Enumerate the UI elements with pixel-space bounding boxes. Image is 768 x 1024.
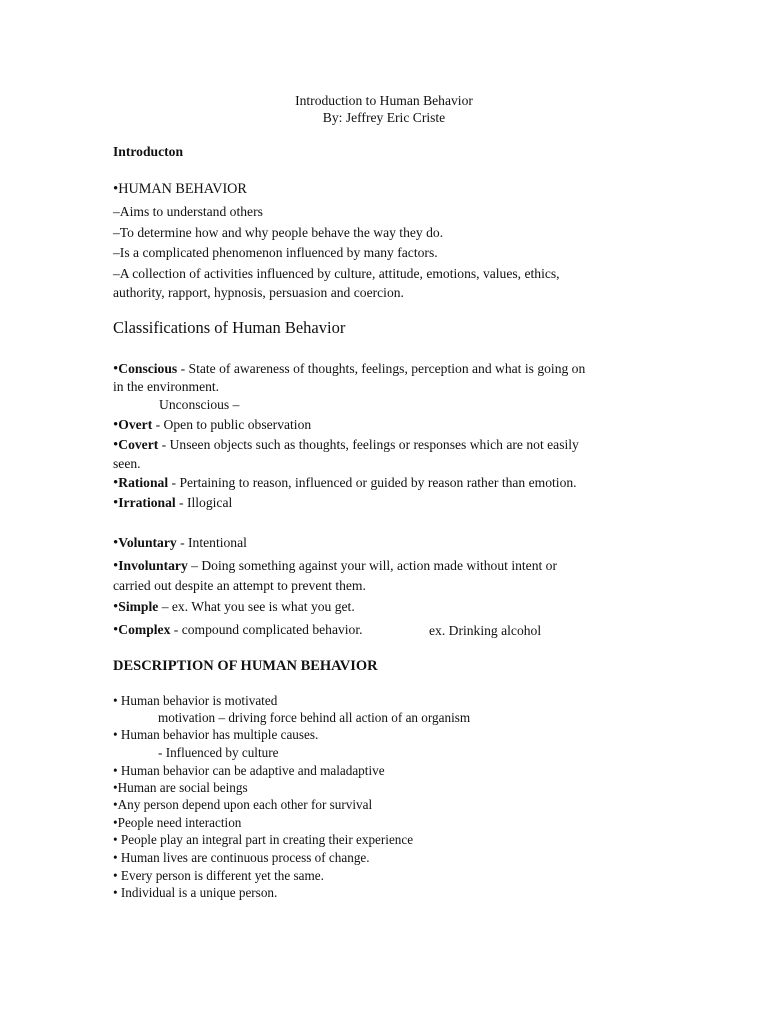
bullet: • [113,622,119,638]
bullet: • [113,535,119,551]
intro-point-continuation: authority, rapport, hypnosis, persuasion and coercion. [113,285,404,300]
classification-term: Complex [118,622,171,637]
classification-item [113,474,577,492]
description-line: •Human are social beings [113,780,248,795]
description-line: •People need interaction [113,815,242,830]
classification-item [113,436,579,454]
classification-term: Overt [118,417,153,432]
bullet: • [113,181,119,197]
bullet: • [113,361,119,377]
classification-desc: - Pertaining to reason, influenced or guided by reason rather than emotion. [168,475,577,490]
classification-item [113,534,247,552]
classification-item [113,557,557,575]
classification-continuation: carried out despite an attempt to prevent them. [113,578,366,593]
classification-desc: - Open to public observation [152,417,312,432]
description-line: • Every person is different yet the same. [113,868,324,883]
intro-point-text: Aims to understand others [119,204,263,219]
classification-continuation: in the environment. [113,379,220,394]
classification-desc: - State of awareness of thoughts, feelings, perception and what is going on [177,361,586,376]
classification-desc: - Illogical [175,495,233,510]
bullet: • [113,495,119,511]
human-behavior-title: HUMAN BEHAVIOR [118,181,247,197]
document-title: Introduction to Human Behavior [295,93,473,108]
classification-desc: - compound complicated behavior. [170,622,363,637]
dash: – [113,204,120,219]
classification-term: Voluntary [118,535,177,550]
description-line: • Human behavior is motivated [113,693,278,708]
classification-desc: - Unseen objects such as thoughts, feelings or responses which are not easily [158,437,579,452]
human-behavior-heading [113,181,247,198]
classification-desc: – Doing something against your will, action made without intent or [187,558,558,573]
description-subline: motivation – driving force behind all action of an organism [158,710,471,725]
complex-example: ex. Drinking alcohol [429,623,542,638]
bullet: • [113,558,119,574]
classification-term: Covert [118,437,159,452]
unconscious-line: Unconscious – [159,397,240,412]
intro-point [113,224,443,241]
classification-continuation: seen. [113,456,141,471]
document-author: By: Jeffrey Eric Criste [322,110,446,125]
intro-heading: Introducton [113,144,183,159]
intro-point-text: Is a complicated phenomenon influenced by many factors. [119,245,438,260]
classification-term: Conscious [118,361,178,376]
intro-point-text: To determine how and why people behave the way they do. [119,225,444,240]
description-line: • Human lives are continuous process of change. [113,850,370,865]
description-line: • Human behavior can be adaptive and maladaptive [113,763,385,778]
bullet: • [113,599,119,615]
classification-term: Simple [118,599,159,614]
classification-item [113,494,232,512]
intro-point [113,203,263,220]
intro-point [113,265,560,282]
classification-term: Rational [118,475,169,490]
classification-term: Involuntary [118,558,188,573]
classification-item [113,621,363,639]
classification-desc: – ex. What you see is what you get. [158,599,355,614]
dash: – [113,245,120,260]
dash: – [113,266,120,281]
intro-point-text: A collection of activities influenced by culture, attitude, emotions, values, ethics, [119,266,560,281]
bullet: • [113,417,119,433]
classification-desc: - Intentional [176,535,247,550]
description-line: •Any person depend upon each other for survival [113,797,373,812]
description-subline: - Influenced by culture [158,745,279,760]
classification-item [113,360,585,378]
description-line: • Human behavior has multiple causes. [113,727,319,742]
intro-point [113,244,438,261]
description-line: • Individual is a unique person. [113,885,278,900]
classification-item [113,598,355,616]
bullet: • [113,475,119,491]
description-line: • People play an integral part in creating their experience [113,832,414,847]
dash: – [113,225,120,240]
classification-item [113,416,311,434]
description-heading: DESCRIPTION OF HUMAN BEHAVIOR [113,658,378,674]
classifications-heading: Classifications of Human Behavior [113,318,346,337]
classification-term: Irrational [118,495,176,510]
bullet: • [113,437,119,453]
